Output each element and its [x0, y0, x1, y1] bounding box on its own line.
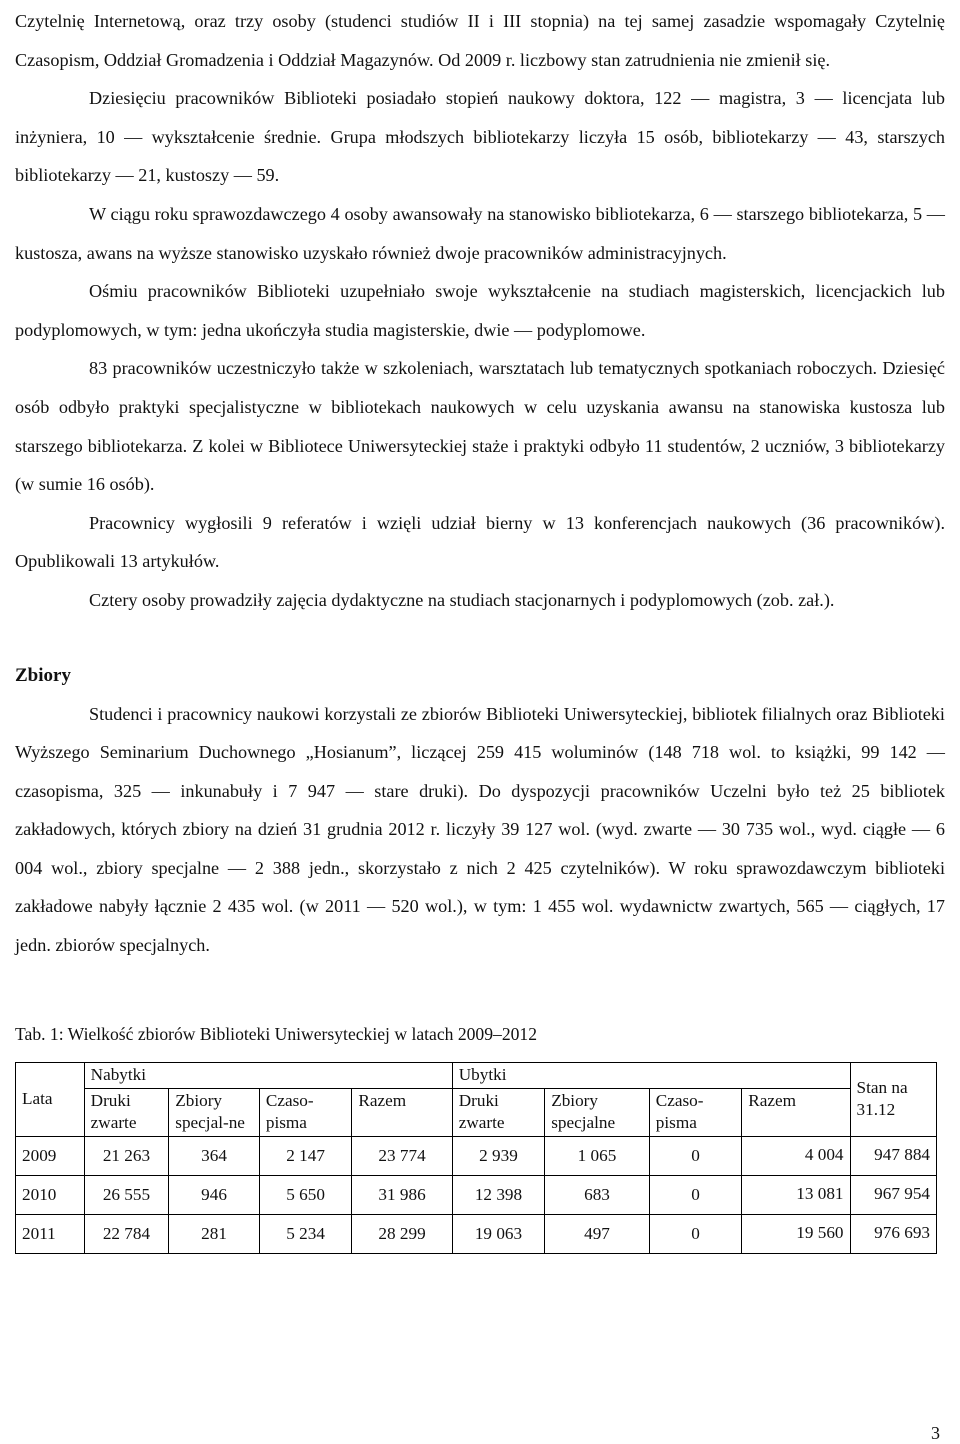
header-nabytki-druki: Druki zwarte: [84, 1088, 169, 1136]
header-stan: Stan na 31.12: [850, 1062, 936, 1136]
header-ubytki-zbiory: Zbiory specjalne: [545, 1088, 650, 1136]
paragraph-teaching: Cztery osoby prowadziły zajęcia dydaktyczne na studiach stacjonarnych i podyplomowych (zob. zał.).: [89, 589, 835, 610]
paragraph-collections: Studenci i pracownicy naukowi korzystali ze zbiorów Biblioteki Uniwersyteckiej, bibliotek filialnych oraz Biblioteki Wyższego Seminarium Duchownego „Hosianum”, liczącej 259 415 woluminów (148 718 wol. to książki, 99 142 — czasopisma, 325 — inkunabuły i 7 947 — stare druki). Do dyspozycji pracowników Uczelni było też 25 bibliotek zakładowych, których zbiory na dzień 31 grudnia 2012 r. liczyły 39 127 wol. (wyd. zwarte — 30 735 wol., wyd. ciągłe — 6 004 wol., zbiory specjalne — 2 388 jedn., skorzystało z nich 2 425 czytelników). W roku sprawozdawczym biblioteki zakładowe nabyły łącznie 2 435 wol. (w 2011 — 520 wol.), w tym: 1 455 wol. wydawnictw zwartych, 565 — ciągłych, 17 jedn. zbiorów specjalnych.: [15, 703, 945, 956]
cell-value: 497: [545, 1214, 650, 1253]
header-nabytki-razem: Razem: [352, 1088, 452, 1136]
cell-value: 13 081: [742, 1175, 850, 1214]
cell-value: 22 784: [84, 1214, 169, 1253]
cell-value: 12 398: [452, 1175, 544, 1214]
cell-value: 19 063: [452, 1214, 544, 1253]
paragraph-promotions: W ciągu roku sprawozdawczego 4 osoby awansowały na stanowisko bibliotekarza, 6 — starszego bibliotekarza, 5 — kustosza, awans na wyższe stanowisko uzyskało również dwoje pracowników administracyjnych.: [15, 203, 945, 263]
paragraph-staff-education: Dziesięciu pracowników Biblioteki posiadało stopień naukowy doktora, 122 — magistra, 3 — licencjata lub inżyniera, 10 — wykształcenie średnie. Grupa młodszych bibliotekarzy liczyła 15 osób, bibliotekarzy — 43, starszych bibliotekarzy — 21, kustoszy — 59.: [15, 88, 945, 186]
table-row: [16, 1136, 937, 1175]
cell-year: 2009: [16, 1136, 85, 1175]
cell-value: 1 065: [545, 1136, 650, 1175]
table-caption: Tab. 1: Wielkość zbiorów Biblioteki Uniwersyteckiej w latach 2009–2012: [15, 1023, 538, 1044]
cell-value: 21 263: [84, 1136, 169, 1175]
cell-value: 683: [545, 1175, 650, 1214]
header-lata: Lata: [16, 1062, 85, 1136]
cell-year: 2010: [16, 1175, 85, 1214]
table-header-row-2: [16, 1088, 937, 1136]
cell-value: 5 234: [259, 1214, 352, 1253]
header-nabytki: Nabytki: [84, 1062, 452, 1088]
paragraph-further-education: Ośmiu pracowników Biblioteki uzupełniało swoje wykształcenie na studiach magisterskich, licencjackich lub podyplomowych, w tym: jedna ukończyła studia magisterskie, dwie — podyplomowe.: [15, 281, 945, 340]
cell-value: 26 555: [84, 1175, 169, 1214]
collections-table: [15, 1062, 937, 1254]
cell-value: 946: [169, 1175, 260, 1214]
cell-value: 31 986: [352, 1175, 452, 1214]
cell-value: 19 560: [742, 1214, 850, 1253]
header-nabytki-zbiory: Zbiory specjal-ne: [169, 1088, 260, 1136]
cell-value: 0: [649, 1175, 742, 1214]
cell-value: 281: [169, 1214, 260, 1253]
cell-value: 28 299: [352, 1214, 452, 1253]
header-ubytki-czasopisma: Czaso-pisma: [649, 1088, 742, 1136]
cell-value: 4 004: [742, 1136, 850, 1175]
cell-value: 364: [169, 1136, 260, 1175]
cell-value: 0: [649, 1214, 742, 1253]
header-ubytki-razem: Razem: [742, 1088, 850, 1136]
header-ubytki-druki: Druki zwarte: [452, 1088, 544, 1136]
cell-value: 967 954: [850, 1175, 936, 1214]
header-ubytki: Ubytki: [452, 1062, 850, 1088]
cell-value: 976 693: [850, 1214, 936, 1253]
table-row: [16, 1175, 937, 1214]
header-nabytki-czasopisma: Czaso-pisma: [259, 1088, 352, 1136]
page-number: 3: [931, 1423, 940, 1443]
document-page: [15, 0, 945, 1254]
table-header-row-1: [16, 1062, 937, 1088]
cell-value: 23 774: [352, 1136, 452, 1175]
paragraph-staff-continued: Czytelnię Internetową, oraz trzy osoby (studenci studiów II i III stopnia) na tej samej zasadzie wspomagały Czytelnię Czasopism, Oddział Gromadzenia i Oddział Magazynów. Od 2009 r. liczbowy stan zatrudnienia nie zmienił się.: [15, 11, 945, 70]
cell-year: 2011: [16, 1214, 85, 1253]
table-row: [16, 1214, 937, 1253]
paragraph-conferences: Pracownicy wygłosili 9 referatów i wzięli udział bierny w 13 konferencjach naukowych (36 pracowników). Opublikowali 13 artykułów.: [15, 512, 945, 572]
paragraph-trainings: 83 pracowników uczestniczyło także w szkoleniach, warsztatach lub tematycznych spotkaniach roboczych. Dziesięć osób odbyło praktyki specjalistyczne w bibliotekach naukowych w celu uzyskania awansu na stanowiska kustosza lub starszego bibliotekarza. Z kolei w Bibliotece Uniwersyteckiej staże i praktyki odbyło 11 studentów, 2 uczniów, 3 bibliotekarzy (w sumie 16 osób).: [15, 358, 945, 495]
cell-value: 2 939: [452, 1136, 544, 1175]
cell-value: 947 884: [850, 1136, 936, 1175]
cell-value: 2 147: [259, 1136, 352, 1175]
cell-value: 0: [649, 1136, 742, 1175]
section-title-zbiory: Zbiory: [15, 664, 71, 686]
cell-value: 5 650: [259, 1175, 352, 1214]
